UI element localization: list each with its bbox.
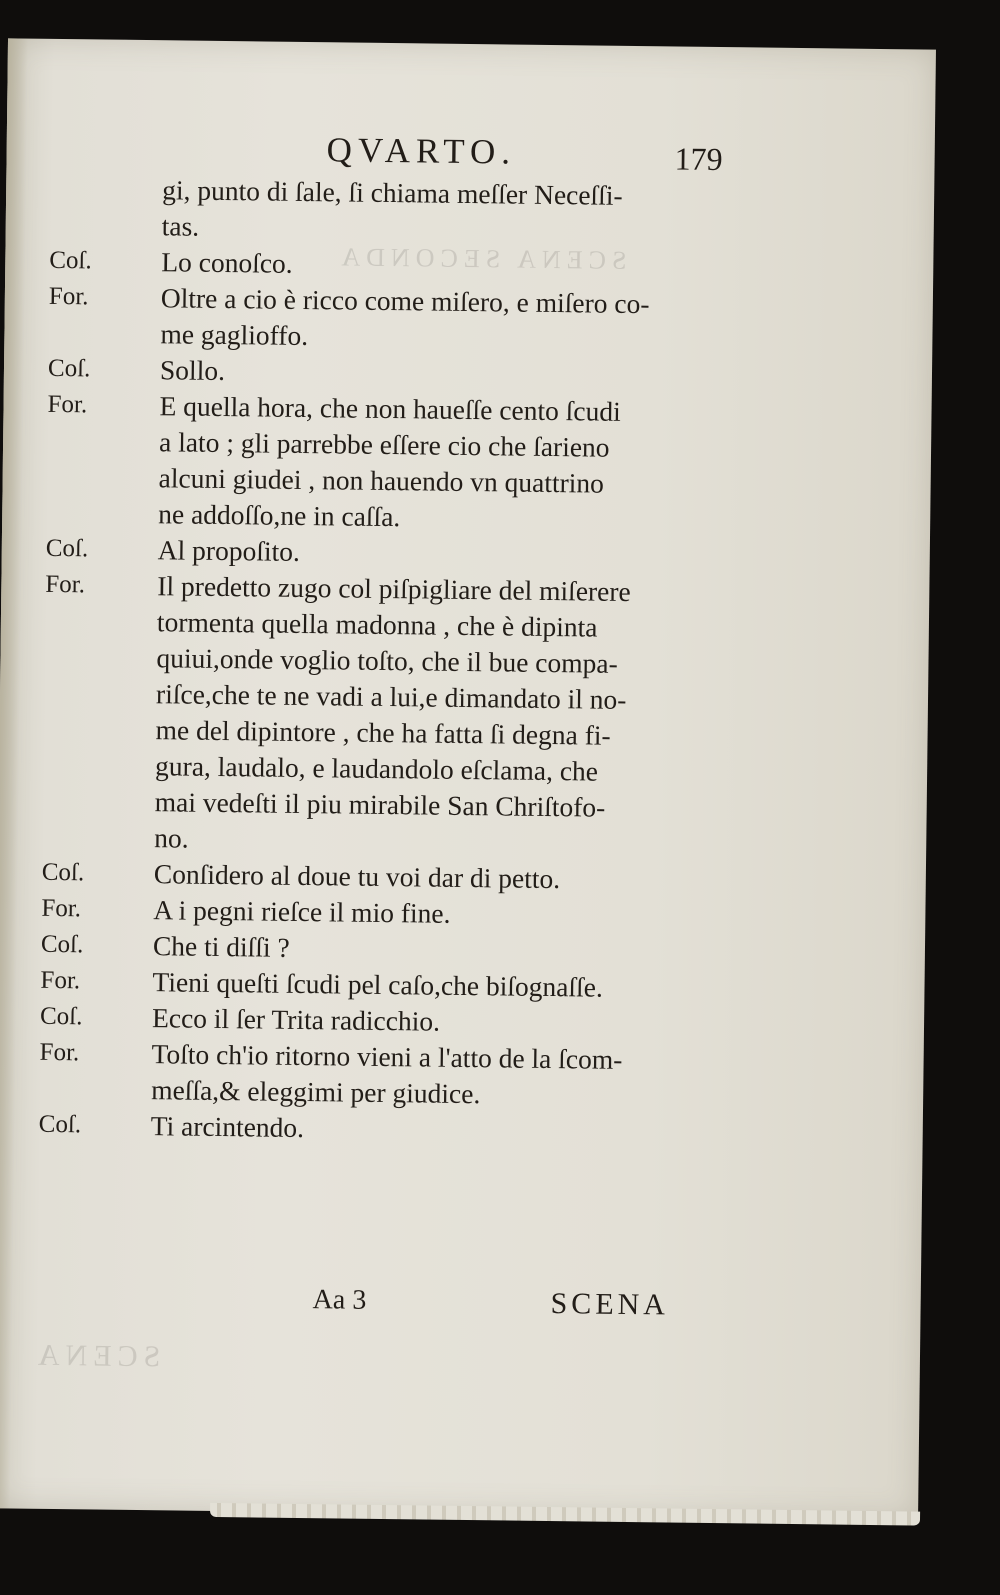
speech-text: Che ti diſſi ? — [152, 930, 290, 963]
dialogue-line — [39, 1035, 740, 1116]
speech-text: Toſto ch'io ritorno vieni a l'atto de la ſcom- meſſa,& eleggimi per giudice. — [151, 1038, 623, 1110]
speech-text: Tieni queſti ſcudi pel caſo,che biſognaſſe. — [152, 966, 604, 1003]
dialogue-line — [39, 1107, 739, 1152]
signature-mark: Aa 3 — [312, 1284, 367, 1316]
bleed-through-text: SCENA — [31, 1338, 161, 1374]
speaker-label: Coſ. — [41, 858, 85, 887]
speaker-label — [50, 171, 162, 172]
bleed-through-text: SCENA SECONDA — [335, 242, 627, 275]
speaker-label: For. — [39, 1038, 80, 1067]
speech-text: A i pegni rieſce il mio fine. — [153, 894, 451, 929]
speaker-label: Coſ. — [38, 1110, 82, 1139]
speech-text: Ecco il ſer Trita radicchio. — [151, 1002, 441, 1037]
speaker-label: For. — [48, 282, 89, 311]
speaker-label: Coſ. — [45, 534, 89, 563]
speech-text: Lo conoſco. — [161, 246, 293, 279]
speaker-label: Coſ. — [39, 1002, 83, 1031]
running-head: QVARTO. — [326, 130, 517, 172]
dialogue-line — [50, 171, 751, 252]
speaker-label: For. — [41, 894, 82, 923]
speaker-label: For. — [47, 390, 88, 419]
speaker-label: Coſ. — [47, 354, 91, 383]
catchword: SCENA — [550, 1287, 670, 1322]
dialogue-line — [42, 567, 745, 864]
page-number: 179 — [674, 140, 723, 178]
speaker-label: Coſ. — [49, 246, 92, 275]
speech-text: Oltre a cio è ricco come miſero, e miſero co- me gaglioffo. — [160, 282, 650, 352]
speech-text: Ti arcintendo. — [150, 1110, 305, 1144]
speech-text: Il predetto zugo col piſpigliare del miſerere tormenta quella madonna , che è dipinta quiui,onde voglio toſto, che il bue compa- riſce,che te ne vadi a lui,e dimandato il no- me del dipintore , che ha fatta ſi degna fi- gura, laudalo, e laudandolo eſclama, che mai vedeſti il piu mirabile San Chriſtofo- no. — [154, 570, 631, 854]
speech-text: Sollo. — [159, 354, 226, 387]
speech-text: Al propoſito. — [157, 534, 301, 567]
dialogue-line — [46, 387, 748, 540]
dialogue-list — [39, 171, 751, 1151]
speaker-label: Coſ. — [40, 930, 84, 959]
book-page — [0, 38, 936, 1519]
speech-text: Conſidero al doue tu voi dar di petto. — [153, 858, 561, 895]
speech-text: gi, punto di ſale, ſi chiama meſſer Neceſſi- tas. — [161, 174, 623, 242]
dialogue-line — [48, 279, 749, 360]
speaker-label: For. — [45, 570, 86, 599]
speech-text: E quella hora, che non haueſſe cento ſcudi a lato ; gli parrebbe eſſere cio che ſarieno alcuni giudei , non hauendo vn quattrino ne addoſſo,ne in caſſa. — [158, 390, 621, 533]
page-text — [0, 38, 936, 1519]
speaker-label: For. — [40, 966, 81, 995]
